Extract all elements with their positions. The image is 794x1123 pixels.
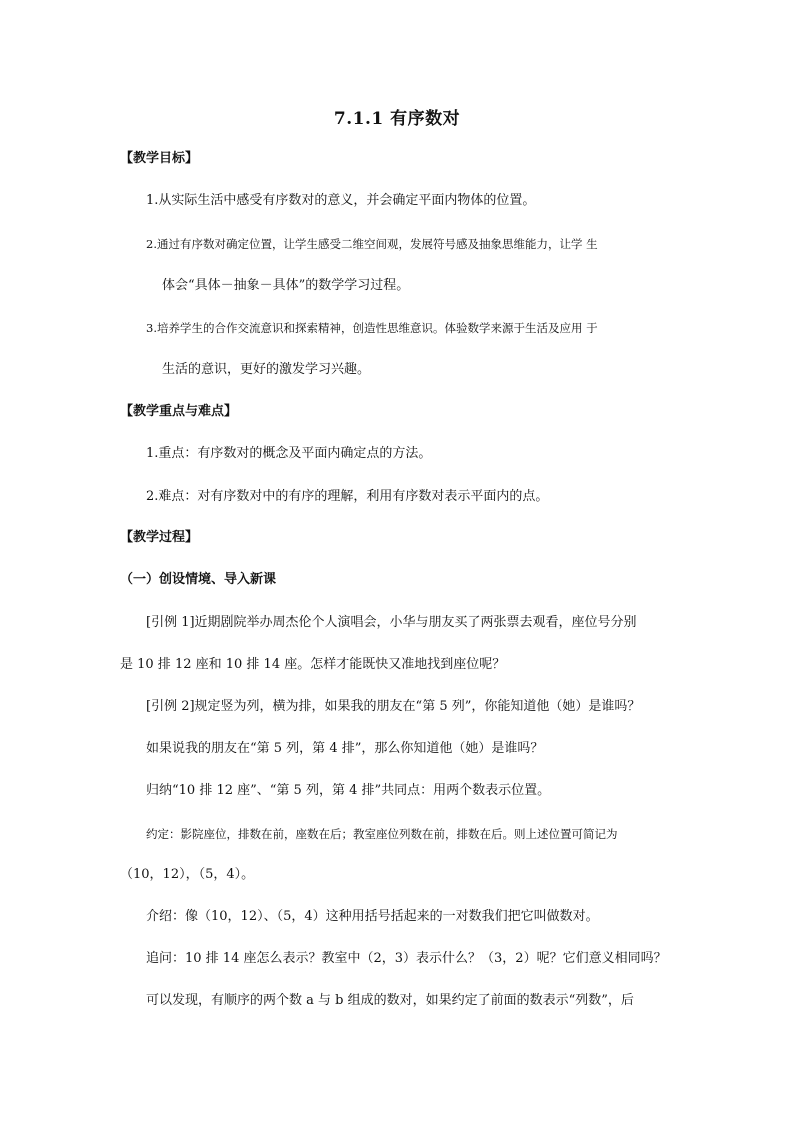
objective-item-3-cont: 生活的意识，更好的激发学习兴趣。 bbox=[162, 362, 371, 377]
paragraph-introduction: 介绍：像（10，12）、（5，4）这种用括号括起来的一对数我们把它叫做数对。 bbox=[146, 909, 599, 924]
section-heading-key-points: 【教学重点与难点】 bbox=[120, 404, 238, 419]
paragraph-example-2: [引例 2]规定竖为列，横为排，如果我的朋友在“第 5 列”，你能知道他（她）是谁吗？ bbox=[146, 699, 641, 714]
objective-item-2: 2.通过有序数对确定位置，让学生感受二维空间观，发展符号感及抽象思维能力，让学 生 bbox=[146, 237, 598, 251]
paragraph-question: 如果说我的朋友在“第 5 列，第 4 排”，那么你知道他（她）是谁吗？ bbox=[146, 741, 544, 756]
key-point-item-2: 2.难点：对有序数对中的有序的理解，利用有序数对表示平面内的点。 bbox=[146, 489, 549, 504]
paragraph-example-1: [引例 1]近期剧院举办周杰伦个人演唱会，小华与朋友买了两张票去观看，座位号分别 bbox=[146, 615, 637, 630]
key-point-item-1: 1.重点：有序数对的概念及平面内确定点的方法。 bbox=[146, 446, 432, 461]
page-title: 7.1.1 有序数对 bbox=[333, 109, 461, 129]
objective-item-3: 3.培养学生的合作交流意识和探索精神，创造性思维意识。体验数学来源于生活及应用 于 bbox=[146, 321, 598, 335]
paragraph-convention: 约定：影院座位，排数在前，座数在后；教室座位列数在前，排数在后。则上述位置可简记为 bbox=[146, 827, 618, 841]
paragraph-observation: 可以发现，有顺序的两个数 a 与 b 组成的数对，如果约定了前面的数表示“列数”，后 bbox=[146, 993, 634, 1008]
subsection-heading-intro: （一）创设情境、导入新课 bbox=[120, 572, 277, 587]
paragraph-convention-cont: （10，12），（5，4）。 bbox=[120, 867, 255, 882]
objective-item-1: 1.从实际生活中感受有序数对的意义，并会确定平面内物体的位置。 bbox=[146, 193, 536, 208]
paragraph-example-1-cont: 是 10 排 12 座和 10 排 14 座。怎样才能既快又准地找到座位呢？ bbox=[120, 657, 506, 672]
objective-item-2-cont: 体会“具体－抽象－具体”的数学学习过程。 bbox=[162, 278, 410, 293]
paragraph-summary: 归纳“10 排 12 座”、“第 5 列，第 4 排”共同点：用两个数表示位置。 bbox=[146, 783, 551, 798]
section-heading-objectives: 【教学目标】 bbox=[120, 151, 199, 166]
section-heading-process: 【教学过程】 bbox=[120, 530, 199, 545]
paragraph-follow-up: 追问：10 排 14 座怎么表示？教室中（2，3）表示什么？（3，2）呢？它们意义相同吗？ bbox=[146, 951, 667, 966]
